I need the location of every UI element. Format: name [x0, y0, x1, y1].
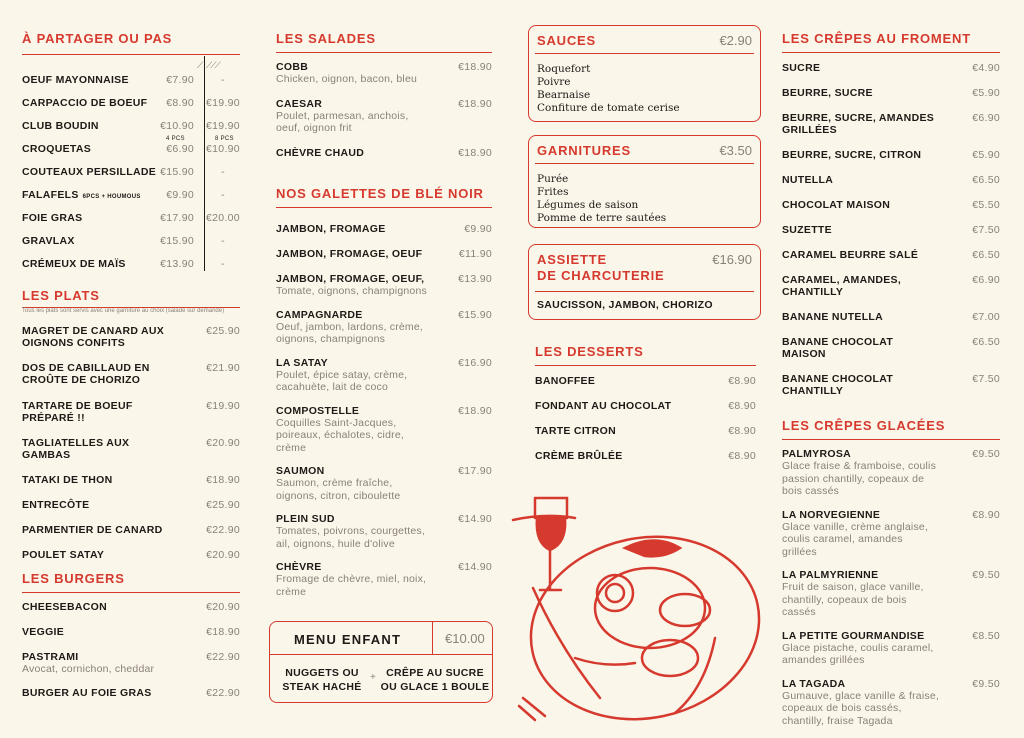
item-desc: Saumon, crème fraîche, oignons, citron, ciboulette	[276, 477, 401, 502]
item-name: LA TAGADA	[782, 677, 846, 690]
item-name: CARAMEL, AMANDES, CHANTILLY	[782, 274, 902, 298]
item-price-single: €7.90	[166, 74, 194, 86]
item-price-single: €9.90	[166, 189, 194, 201]
item-name-text: OEUF MAYONNAISE	[22, 74, 129, 86]
item-name: DOS DE CABILLAUD EN CROÛTE DE CHORIZO	[22, 362, 150, 386]
item-name: PASTRAMI	[22, 651, 79, 663]
menu-item	[22, 474, 240, 486]
list-item: Pomme de terre sautées	[537, 212, 667, 224]
section-title-desserts: LES DESSERTS	[535, 344, 756, 366]
menu-item	[276, 98, 492, 135]
item-price-single: €8.90	[166, 97, 194, 109]
column-4	[782, 0, 1000, 727]
item-price: €22.90	[206, 651, 240, 663]
item-price-share: €19.90	[206, 97, 240, 109]
enfant-dessert: CRÊPE AU SUCRE OU GLACE 1 BOULE	[380, 667, 490, 693]
menu-item	[535, 400, 756, 412]
multi-fork-icon: ⟋⟋⟋	[206, 60, 219, 70]
item-name: CAMPAGNARDE	[276, 308, 363, 321]
list-item: Frites	[537, 186, 569, 198]
menu-enfant-title: MENU ENFANT	[294, 632, 402, 647]
item-desc: Chicken, oignon, bacon, bleu	[276, 73, 418, 85]
item-desc: Fromage de chèvre, miel, noix, crème	[276, 573, 427, 598]
menu-item	[276, 248, 492, 260]
menu-item	[782, 509, 1000, 559]
item-price: €19.90	[206, 400, 240, 412]
item-name: TAGLIATELLES AUX GAMBAS	[22, 437, 130, 461]
list-item: Roquefort	[537, 63, 591, 75]
menu-item	[22, 97, 240, 120]
item-price: €6.50	[972, 249, 1000, 261]
salades-list	[276, 61, 492, 171]
item-desc: Poulet, parmesan, anchois, oeuf, oignon frit	[276, 109, 409, 134]
item-desc: Glace fraise & framboise, coulis passion chantilly, copeaux de bois cassés	[782, 460, 937, 497]
item-name: PLEIN SUD	[276, 513, 335, 525]
item-name: SAUMON	[276, 465, 325, 477]
item-price: €18.90	[458, 61, 492, 73]
item-desc: Oeuf, jambon, lardons, crème, oignons, champignons	[276, 320, 424, 345]
sauces-price: €2.90	[719, 33, 752, 48]
item-desc: Glace pistache, coulis caramel, amandes grillées	[782, 641, 934, 666]
section-title-froment: LES CRÊPES AU FROMENT	[782, 31, 1000, 53]
item-name: FONDANT AU CHOCOLAT	[535, 400, 672, 412]
item-price-share: €19.90	[206, 120, 240, 132]
menu-item	[22, 651, 240, 676]
item-desc: Coquilles Saint-Jacques, poireaux, échalotes, cidre, crème	[276, 416, 404, 454]
list-item: Purée	[537, 173, 569, 185]
item-extra: 6PCS + HOUMOUS	[82, 194, 141, 200]
item-price-share: €10.90	[206, 143, 240, 155]
item-price: €5.90	[972, 87, 1000, 99]
item-name: COMPOSTELLE	[276, 404, 360, 417]
item-name: LA PALMYRIENNE	[782, 569, 879, 581]
item-price-single: €15.90	[160, 235, 194, 247]
menu-item	[22, 120, 240, 143]
item-price: €5.50	[972, 199, 1000, 211]
item-name: LA PETITE GOURMANDISE	[782, 629, 925, 642]
item-name: BANANE NUTELLA	[782, 311, 884, 323]
item-price: €16.90	[458, 356, 492, 369]
menu-item	[782, 569, 1000, 619]
item-price: €22.90	[206, 686, 240, 699]
section-title-partager: À PARTAGER OU PAS	[22, 31, 240, 55]
menu-item	[22, 212, 240, 235]
item-name: SUCRE	[782, 62, 821, 74]
item-price: €9.50	[972, 677, 1000, 690]
item-name: CRÈME BRÛLÉE	[535, 450, 623, 462]
menu-item	[782, 678, 1000, 728]
item-price: €18.90	[458, 97, 492, 110]
menu-item	[276, 61, 492, 86]
item-desc: Gumauve, glace vanille & fraise, copeaux de bois cassés, chantilly, fraise Tagada	[782, 689, 939, 727]
item-price: €17.90	[458, 465, 492, 477]
item-price: €7.00	[972, 311, 1000, 323]
item-name: MAGRET DE CANARD AUX OIGNONS CONFITS	[22, 325, 165, 349]
item-name: POULET SATAY	[22, 549, 105, 561]
item-desc: Poulet, épice satay, crème, cacahuète, lait de coco	[276, 368, 408, 393]
item-name: BEURRE, SUCRE	[782, 87, 873, 99]
plats-note: Tous les plats sont servis avec une garniture au choix (salade sur demande)	[22, 308, 225, 314]
item-price-single: €13.90	[160, 258, 194, 270]
item-desc: Tomate, oignons, champignons	[276, 285, 427, 297]
plats-list	[22, 325, 240, 574]
item-name: CHOCOLAT MAISON	[782, 199, 891, 211]
charcuterie-content: SAUCISSON, JAMBON, CHORIZO	[537, 299, 713, 311]
menu-item	[22, 362, 240, 386]
menu-item	[276, 561, 492, 598]
menu-enfant-box	[269, 621, 493, 703]
item-name-text: GRAVLAX	[22, 235, 75, 247]
item-price: €8.90	[728, 400, 756, 412]
menu-item	[22, 400, 240, 424]
item-price: €8.90	[728, 425, 756, 437]
item-name: TATAKI DE THON	[22, 474, 113, 486]
menu-item	[22, 687, 240, 699]
item-price: €18.90	[458, 404, 492, 417]
item-name: JAMBON, FROMAGE, OEUF	[276, 248, 423, 260]
menu-item	[22, 235, 240, 258]
section-title-galettes: NOS GALETTES DE BLÉ NOIR	[276, 186, 492, 208]
item-name: CARAMEL BEURRE SALÉ	[782, 249, 919, 261]
charcuterie-title-2: DE CHARCUTERIE	[537, 268, 665, 283]
item-name: BEURRE, SUCRE, CITRON	[782, 149, 922, 161]
item-price-single: €17.90	[160, 212, 194, 224]
column-1	[22, 0, 240, 724]
item-name: TARTE CITRON	[535, 425, 616, 437]
menu-item	[276, 309, 492, 346]
item-name: LA SATAY	[276, 356, 328, 369]
menu-item	[782, 373, 1000, 397]
enfant-line	[270, 654, 492, 655]
item-price: €8.90	[972, 508, 1000, 521]
item-name: BANOFFEE	[535, 375, 596, 387]
enfant-divider	[432, 622, 433, 654]
item-name: PARMENTIER DE CANARD	[22, 524, 163, 536]
item-price: €6.90	[972, 112, 1000, 124]
item-price: €18.90	[206, 474, 240, 486]
item-name: BURGER AU FOIE GRAS	[22, 686, 152, 699]
item-name	[22, 235, 135, 247]
menu-item	[22, 549, 240, 561]
menu-item	[276, 223, 492, 235]
item-name	[22, 212, 142, 224]
item-name: CHEESEBACON	[22, 601, 107, 613]
item-price: €5.90	[972, 149, 1000, 161]
column-2	[276, 0, 492, 724]
item-name: BEURRE, SUCRE, AMANDES GRILLÉES	[782, 112, 935, 136]
menu-item	[782, 336, 1000, 360]
item-price: €7.50	[972, 373, 1000, 385]
menu-item	[782, 448, 1000, 498]
item-price-share: -	[221, 235, 225, 247]
item-price: €6.50	[972, 336, 1000, 348]
item-price: €20.90	[206, 601, 240, 613]
item-name: PALMYROSA	[782, 448, 852, 460]
menu-item	[22, 74, 240, 97]
item-name-text: FOIE GRAS	[22, 212, 83, 224]
item-name: ENTRECÔTE	[22, 499, 90, 511]
item-price: €25.90	[206, 499, 240, 511]
item-name	[22, 120, 159, 132]
item-name-text: COUTEAUX PERSILLADE	[22, 166, 157, 178]
item-price-share: -	[221, 258, 225, 270]
menu-item	[276, 513, 492, 550]
menu-item	[22, 499, 240, 511]
menu-item	[535, 450, 756, 462]
item-name: CAESAR	[276, 97, 323, 110]
menu-item	[276, 357, 492, 394]
menu-item	[782, 62, 1000, 74]
menu-item	[782, 87, 1000, 99]
list-item: Poivre	[537, 76, 571, 88]
menu-item	[22, 437, 240, 461]
menu-item	[782, 199, 1000, 211]
menu-item	[276, 147, 492, 159]
menu-item	[22, 166, 240, 189]
menu-item	[22, 626, 240, 638]
item-price: €11.90	[458, 248, 492, 260]
garnitures-title: GARNITURES	[537, 143, 631, 158]
item-price-share: €20.00	[206, 212, 240, 224]
menu-item	[22, 601, 240, 613]
item-price: €9.50	[972, 448, 1000, 460]
sauces-title: SAUCES	[537, 33, 596, 48]
menu-item	[782, 174, 1000, 186]
item-name: CHÈVRE	[276, 561, 322, 573]
wine-glass-icon	[537, 518, 565, 550]
item-name: NUTELLA	[782, 174, 834, 186]
item-price: €9.90	[464, 223, 492, 235]
list-item: Bearnaise	[537, 89, 591, 101]
enfant-plat: NUGGETS OU STEAK HACHÉ	[282, 667, 362, 693]
item-name-text: CROQUETAS	[22, 143, 92, 155]
item-price: €20.90	[206, 549, 240, 561]
menu-item	[782, 630, 1000, 667]
froment-list	[782, 62, 1000, 410]
burgers-list	[22, 601, 240, 712]
item-price-share: -	[221, 189, 225, 201]
menu-item	[535, 425, 756, 437]
item-name: CHÈVRE CHAUD	[276, 146, 365, 159]
menu-item	[782, 224, 1000, 236]
menu-item	[782, 274, 1000, 298]
plate-illustration	[505, 488, 775, 724]
item-name: BANANE CHOCOLAT MAISON	[782, 336, 894, 360]
item-name-text: CLUB BOUDIN	[22, 120, 99, 132]
item-price: €8.90	[728, 375, 756, 387]
item-name-text: CARPACCIO DE BOEUF	[22, 97, 148, 109]
item-price-single: €6.90	[166, 143, 194, 155]
item-qty-share: 8 PCS	[215, 136, 234, 142]
menu-item	[22, 189, 240, 212]
item-desc: Avocat, cornichon, cheddar	[22, 663, 155, 675]
single-fork-icon: ⟋	[197, 60, 204, 70]
item-price: €6.90	[972, 274, 1000, 286]
item-price: €22.90	[206, 524, 240, 536]
item-name: JAMBON, FROMAGE, OEUF,	[276, 273, 425, 285]
item-price: €9.50	[972, 569, 1000, 581]
menu-item	[276, 405, 492, 455]
item-name	[22, 143, 151, 155]
item-desc: Glace vanille, crème anglaise, coulis caramel, amandes grillées	[782, 520, 929, 558]
item-price: €14.90	[458, 513, 492, 525]
item-price-single: €10.90	[160, 120, 194, 132]
item-price: €15.90	[458, 308, 492, 321]
item-price: €8.90	[728, 450, 756, 462]
item-name: LA NORVEGIENNE	[782, 508, 881, 521]
menu-item	[782, 149, 1000, 161]
menu-item	[276, 273, 492, 298]
item-price: €20.90	[206, 437, 240, 449]
item-name-text: CRÉMEUX DE MAÏS	[22, 258, 126, 270]
item-sub: PRÉPARÉ !!	[22, 412, 85, 424]
menu-enfant-price: €10.00	[445, 631, 485, 646]
list-item: Confiture de tomate cerise	[537, 102, 680, 114]
item-price: €21.90	[206, 362, 240, 374]
menu-item	[22, 524, 240, 536]
section-title-salades: LES SALADES	[276, 31, 492, 53]
item-name: BANANE CHOCOLAT CHANTILLY	[782, 373, 894, 397]
item-name: JAMBON, FROMAGE	[276, 223, 386, 235]
menu-item	[535, 375, 756, 387]
menu-item	[276, 465, 492, 502]
galettes-list	[276, 223, 492, 609]
section-title-glacees: LES CRÊPES GLACÉES	[782, 418, 1000, 440]
section-title-burgers: LES BURGERS	[22, 571, 240, 593]
enfant-plus: +	[370, 672, 376, 683]
item-price-share: -	[221, 166, 225, 178]
item-name: COBB	[276, 61, 309, 73]
menu-item	[22, 258, 240, 281]
glacees-list	[782, 448, 1000, 738]
item-price: €25.90	[206, 325, 240, 337]
menu-item	[22, 136, 240, 166]
item-price: €18.90	[458, 146, 492, 159]
item-name: VEGGIE	[22, 626, 65, 638]
item-price-single: €15.90	[160, 166, 194, 178]
menu-item	[22, 325, 240, 349]
desserts-list	[535, 375, 756, 475]
item-price: €13.90	[458, 273, 492, 285]
item-name-text: FALAFELS	[22, 189, 79, 201]
item-price: €8.50	[972, 629, 1000, 642]
item-price: €4.90	[972, 62, 1000, 74]
list-item: Légumes de saison	[537, 199, 639, 211]
section-title-plats: LES PLATS	[22, 288, 240, 308]
partager-list	[22, 74, 240, 281]
item-price: €14.90	[458, 561, 492, 573]
item-price: €7.50	[972, 224, 1000, 236]
item-price: €18.90	[206, 626, 240, 638]
menu-item	[782, 249, 1000, 261]
garnitures-price: €3.50	[719, 143, 752, 158]
menu-item	[782, 311, 1000, 323]
item-qty-single: 4 PCS	[166, 136, 185, 142]
item-desc: Tomates, poivrons, courgettes, ail, oignons, huile d'olive	[276, 525, 425, 550]
charcuterie-title-1: ASSIETTE	[537, 252, 607, 267]
item-name: SUZETTE	[782, 224, 832, 236]
item-price: €6.50	[972, 174, 1000, 186]
menu-item	[782, 112, 1000, 136]
item-price-share: -	[221, 74, 225, 86]
charcuterie-price: €16.90	[712, 252, 752, 267]
item-desc: Fruit de saison, glace vanille, chantilly, copeaux de bois cassés	[782, 581, 924, 618]
item-name: TARTARE DE BOEUF	[22, 400, 133, 412]
